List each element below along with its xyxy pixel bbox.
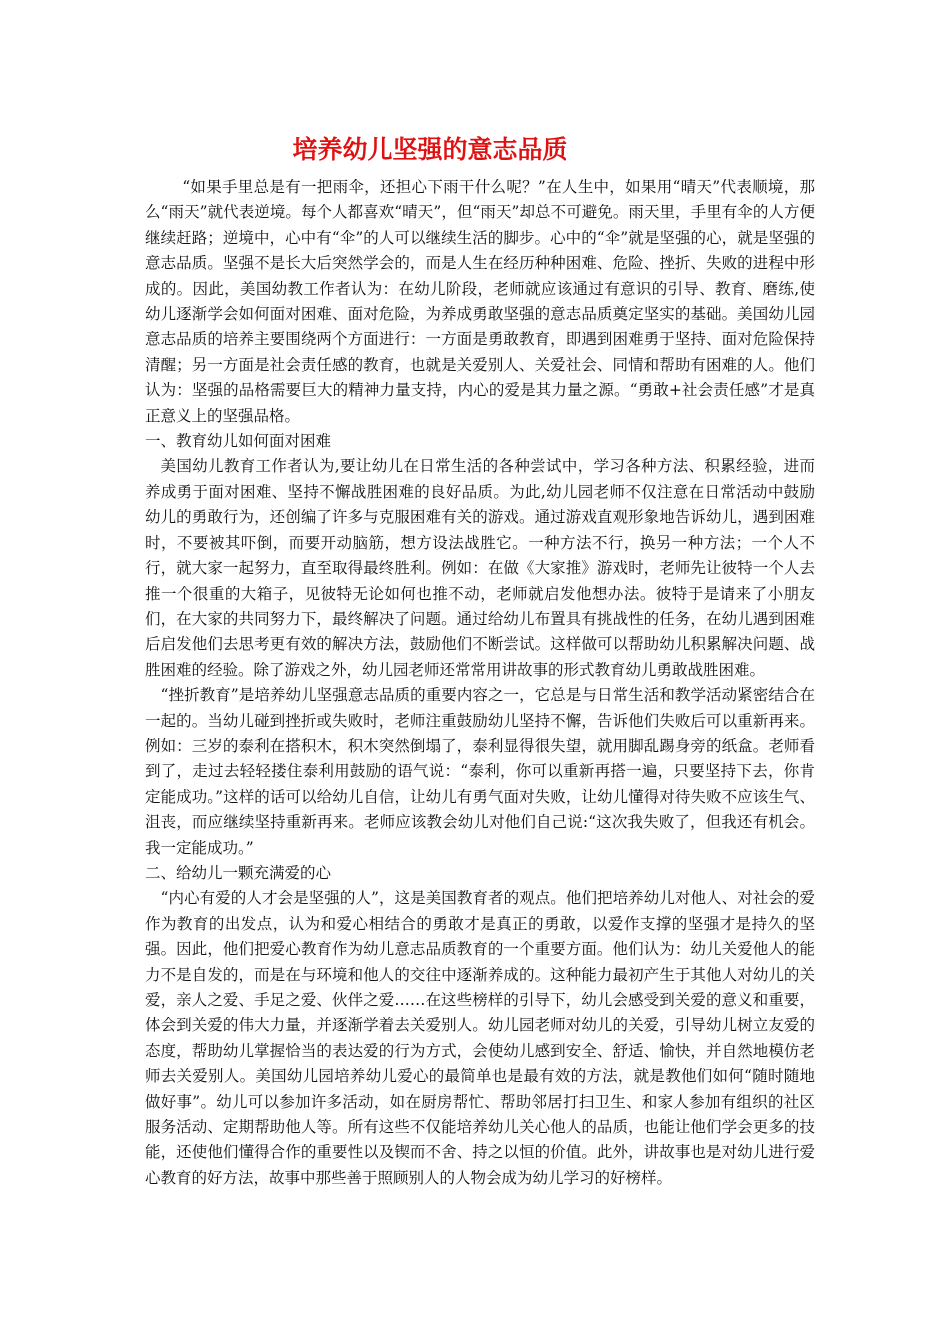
section-heading-2: 二、给幼儿一颗充满爱的心 [145,863,332,882]
document-title: 培养幼儿坚强的意志品质 [292,135,568,164]
paragraph-section1-a: 美国幼儿教育工作者认为,要让幼儿在日常生活的各种尝试中，学习各种方法、积累经验，进而养成勇于面对困难、坚持不懈战胜困难的良好品质。为此,幼儿园老师不仅注意在日常活动中鼓励幼儿的勇敢行为，还创编了许多与克服困难有关的游戏。通过游戏直观形象地告诉幼儿，遇到困难时，不要被其吓倒，而要开动脑筋，想方设法战胜它。一种方法不行，换另一种方法；一个人不行，就大家一起努力，直至取得最终胜利。例如：在做《大家推》游戏时，老师先让彼特一个人去推一个很重的大箱子，见彼特无论如何也推不动，老师就启发他想办法。彼特于是请来了小朋友们，在大家的共同努力下，最终解决了问题。通过给幼儿布置具有挑战性的任务，在幼儿遇到困难后启发他们去思考更有效的解决方法，鼓励他们不断尝试。这样做可以帮助幼儿积累解决问题、战胜困难的经验。除了游戏之外，幼儿园老师还常常用讲故事的形式教育幼儿勇敢战胜困难。 [145,457,815,679]
paragraph-intro: “如果手里总是有一把雨伞，还担心下雨干什么呢？”在人生中，如果用“晴天”代表顺境，那么“雨天”就代表逆境。每个人都喜欢“晴天”，但“雨天”却总不可避免。雨天里，手里有伞的人方便继续赶路；逆境中，心中有“伞”的人可以继续生活的脚步。心中的“伞”就是坚强的心，就是坚强的意志品质。坚强不是长大后突然学会的，而是人生在经历种种困难、危险、挫折、失败的进程中形成的。因此，美国幼教工作者认为：在幼儿阶段，老师就应该通过有意识的引导、教育、磨练,使幼儿逐渐学会如何面对困难、面对危险，为养成勇敢坚强的意志品质奠定坚实的基础。美国幼儿园意志品质的培养主要围绕两个方面进行：一方面是勇敢教育，即遇到困难勇于坚持、面对危险保持清醒；另一方面是社会责任感的教育，也就是关爱别人、关爱社会、同情和帮助有困难的人。他们认为：坚强的品格需要巨大的精神力量支持，内心的爱是其力量之源。“勇敢+社会责任感”才是真正意义上的坚强品格。 [145,178,815,425]
paragraph-section1-b: “挫折教育”是培养幼儿坚强意志品质的重要内容之一，它总是与日常生活和教学活动紧密结合在一起的。当幼儿碰到挫折或失败时，老师注重鼓励幼儿坚持不懈，告诉他们失败后可以重新再来。例如：三岁的泰利在搭积木，积木突然倒塌了，泰利显得很失望，就用脚乱踢身旁的纸盒。老师看到了，走过去轻轻搂住泰利用鼓励的语气说：“泰利，你可以重新再搭一遍，只要坚持下去，你肯定能成功。”这样的话可以给幼儿自信，让幼儿有勇气面对失败，让幼儿懂得对待失败不应该生气、沮丧，而应继续坚持重新再来。老师应该教会幼儿对他们自己说:“这次我失败了，但我还有机会。我一定能成功。” [145,686,815,857]
document-body [145,175,815,1191]
section-heading-1: 一、教育幼儿如何面对困难 [145,432,332,451]
paragraph-section2: “内心有爱的人才会是坚强的人”，这是美国教育者的观点。他们把培养幼儿对他人、对社会的爱作为教育的出发点，认为和爱心相结合的勇敢才是真正的勇敢，以爱作支撑的坚强才是持久的坚强。因此，他们把爱心教育作为幼儿意志品质教育的一个重要方面。他们认为：幼儿关爱他人的能力不是自发的，而是在与环境和他人的交往中逐渐养成的。这种能力最初产生于其他人对幼儿的关爱，亲人之爱、手足之爱、伙伴之爱……在这些榜样的引导下，幼儿会感受到关爱的意义和重要，体会到关爱的伟大力量，并逐渐学着去关爱别人。幼儿园老师对幼儿的关爱，引导幼儿树立友爱的态度，帮助幼儿掌握恰当的表达爱的行为方式，会使幼儿感到安全、舒适、愉快，并自然地模仿老师去关爱别人。美国幼儿园培养幼儿爱心的最简单也是最有效的方法，就是教他们如何“随时随地做好事”。幼儿可以参加许多活动，如在厨房帮忙、帮助邻居打扫卫生、和家人参加有组织的社区服务活动、定期帮助他人等。所有这些不仅能培养幼儿关心他人的品质，也能让他们学会更多的技能，还使他们懂得合作的重要性以及锲而不舍、持之以恒的价值。此外，讲故事也是对幼儿进行爱心教育的好方法，故事中那些善于照顾别人的人物会成为幼儿学习的好榜样。 [145,889,815,1187]
